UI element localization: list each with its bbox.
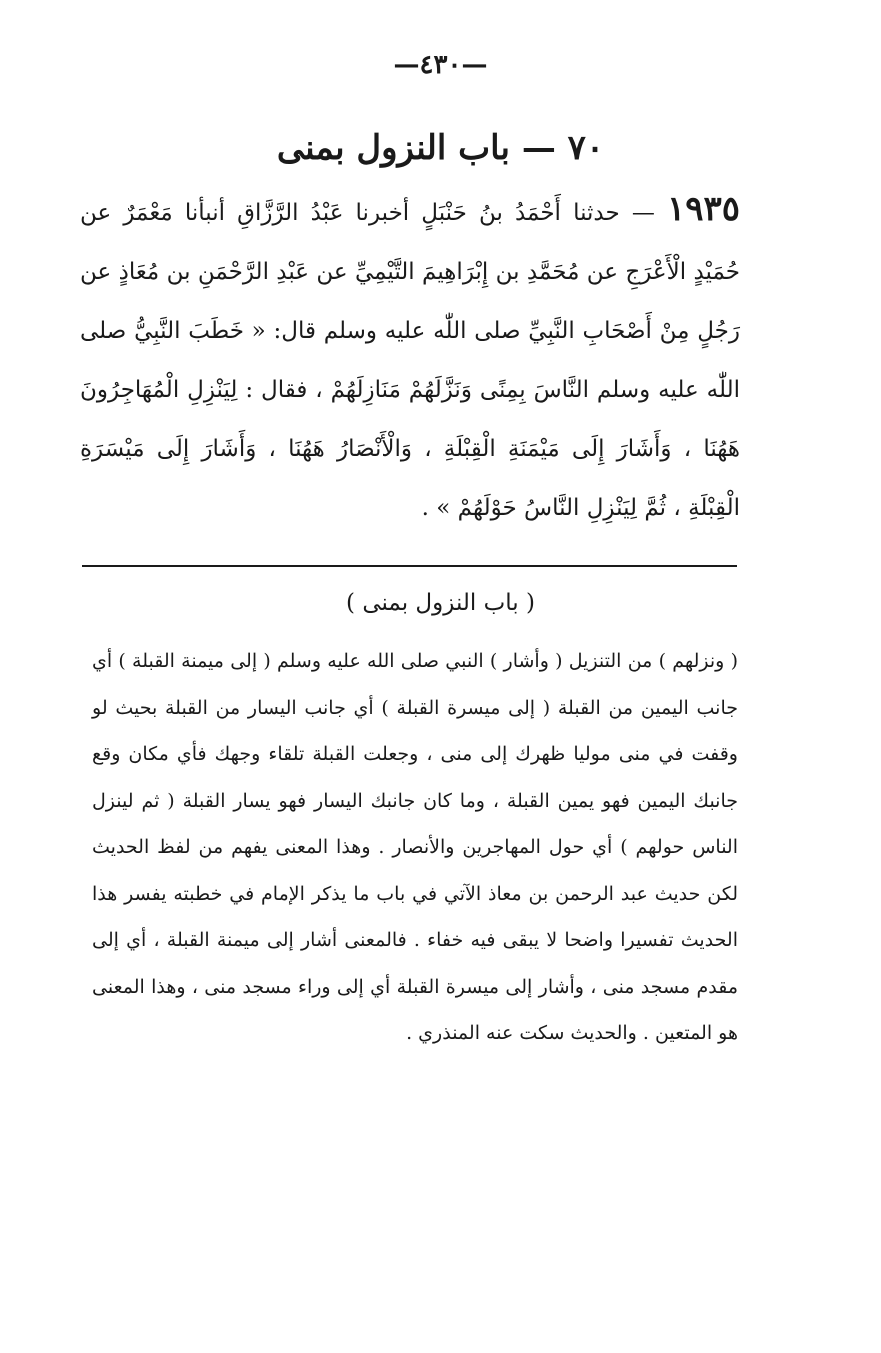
- footnote-divider: [82, 565, 737, 567]
- commentary-title: ( باب النزول بمنى ): [346, 590, 535, 616]
- page-number: —٤٣٠—: [393, 50, 488, 80]
- chapter-title: ٧٠ — باب النزول بمنى: [276, 128, 605, 168]
- commentary-paragraph: ( ونزلهم ) من التنزيل ( وأشار ) النبي صلى الله عليه وسلم ( إلى ميمنة القبلة ) أي جانب اليمين من القبلة ( إلى ميسرة القبلة ) أي جانب اليسار من القبلة بحيث لو وقفت في منى موليا ظهرك إلى منى ، وجعلت القبلة تلقاء وجهك فأي مكان وقع جانبك اليمين فهو يمين القبلة ، وما كان جانبك اليسار فهو يسار القبلة ( ثم لينزل الناس حولهم ) أي حول المهاجرين والأنصار . وهذا المعنى يفهم من لفظ الحديث لكن حديث عبد الرحمن بن معاذ الآتي في باب ما يذكر الإمام في خطبته يفسر هذا الحديث تفسيرا واضحا لا يبقى فيه خفاء . فالمعنى أشار إلى ميمنة القبلة ، أي إلى مقدم مسجد منى ، وأشار إلى ميسرة القبلة أي إلى وراء مسجد منى ، وهذا المعنى هو المتعين . والحديث سكت عنه المنذري .: [92, 650, 738, 1044]
- hadith-number: ١٩٣٥: [666, 189, 740, 229]
- hadith-text: — حدثنا أَحْمَدُ بنُ حَنْبَلٍ أخبرنا عَبْدُ الرَّزَّاقِ أنبأنا مَعْمَرٌ عن حُمَيْدٍ الْأَعْرَجِ عن مُحَمَّدِ بن إِبْرَاهِيمَ التَّيْمِيِّ عن عَبْدِ الرَّحْمَنِ بن مُعَاذٍ عن رَجُلٍ مِنْ أَصْحَابِ النَّبِيِّ صلى اللّٰه عليه وسلم قال: « خَطَبَ النَّبِيُّ صلى اللّٰه عليه وسلم النَّاسَ بِمِنًى وَنَزَّلَهُمْ مَنَازِلَهُمْ ، فقال : لِيَنْزِلِ الْمُهَاجِرُونَ هَهُنَا ، وَأَشَارَ إِلَى مَيْمَنَةِ الْقِبْلَةِ ، وَالْأَنْصَارُ هَهُنَا ، وَأَشَارَ إِلَى مَيْسَرَةِ الْقِبْلَةِ ، ثُمَّ لِيَنْزِلِ النَّاسُ حَوْلَهُمْ » .: [80, 200, 740, 521]
- hadith-paragraph: [80, 180, 740, 538]
